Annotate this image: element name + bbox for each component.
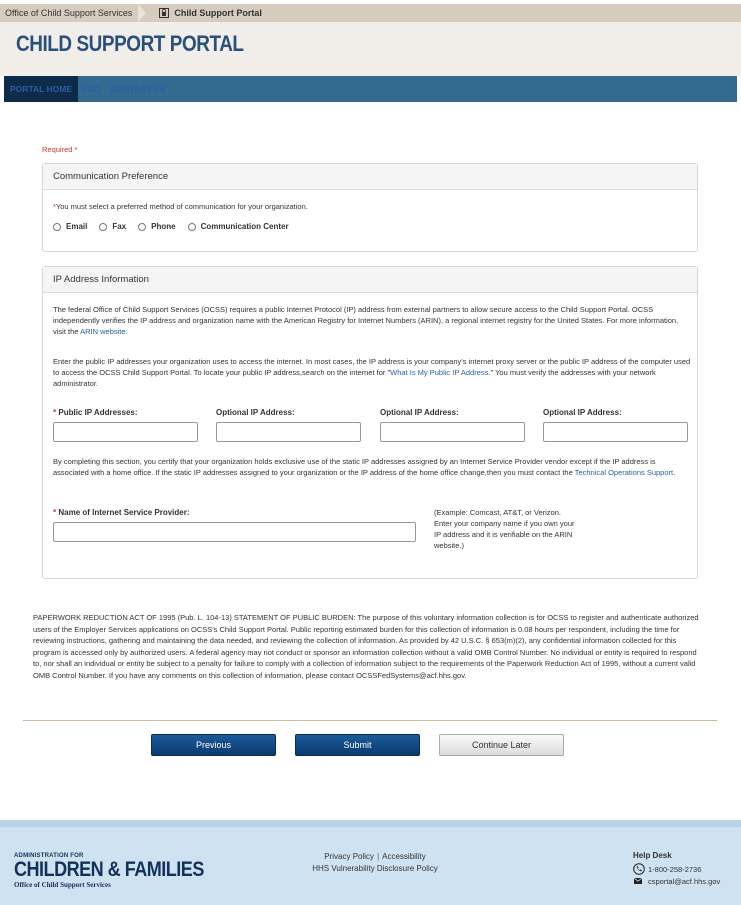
communication-options xyxy=(53,222,301,231)
divider xyxy=(23,720,717,721)
site-footer xyxy=(0,820,741,905)
logo-line-2: CHILDREN & FAMILIES xyxy=(14,858,204,881)
logo-line-3: Office of Child Support Services xyxy=(14,881,111,889)
help-desk-email xyxy=(633,876,720,886)
link-separator: | xyxy=(377,852,380,861)
isp-hint: (Example: Comcast, AT&T, or Verizon. Enter your company name if you own your IP address and it is verifiable on the ARIN website.) xyxy=(434,508,575,550)
option-email[interactable] xyxy=(53,222,87,231)
accessibility-link[interactable]: Accessibility xyxy=(382,852,426,861)
required-mark: * xyxy=(53,202,56,211)
label-text: Name of Internet Service Provider: xyxy=(58,508,190,517)
option-communication-center[interactable] xyxy=(188,222,289,231)
optional-ip-input-3[interactable] xyxy=(543,422,688,442)
optional-ip-input-2[interactable] xyxy=(380,422,525,442)
footer-top-border xyxy=(0,820,741,827)
help-desk-phone xyxy=(633,863,720,875)
ip-instructions-paragraph xyxy=(53,356,693,389)
site-header xyxy=(0,22,741,76)
communication-instruction xyxy=(53,201,308,212)
paragraph-text: . xyxy=(125,327,128,336)
phone-icon xyxy=(633,863,645,875)
radio-email[interactable] xyxy=(53,223,61,231)
page-title: CHILD SUPPORT PORTAL xyxy=(16,31,244,56)
arin-website-link[interactable]: ARIN website xyxy=(80,327,126,336)
label-text: Public IP Addresses: xyxy=(58,408,138,417)
isp-input[interactable] xyxy=(53,522,416,542)
main-nav xyxy=(4,76,737,102)
submit-button[interactable]: Submit xyxy=(295,734,420,756)
technical-operations-support-link[interactable]: Technical Operations Support xyxy=(574,468,674,477)
optional-ip-label-3: Optional IP Address: xyxy=(543,408,622,417)
radio-communication-center[interactable] xyxy=(188,223,196,231)
nav-faq[interactable]: FAQ xyxy=(83,84,101,94)
envelope-icon xyxy=(633,876,645,886)
phone-number[interactable]: 1-800-258-2736 xyxy=(648,864,702,874)
logo-line-1: ADMINISTRATION FOR xyxy=(14,853,84,859)
option-label: Email xyxy=(66,222,88,231)
instruction-text: You must select a preferred method of communication for your organization. xyxy=(55,202,308,211)
public-ip-input[interactable] xyxy=(53,422,198,442)
breadcrumb-parent-link[interactable]: Office of Child Support Services xyxy=(5,8,133,18)
required-mark: * xyxy=(74,145,78,154)
public-ip-label xyxy=(53,408,138,417)
nav-contact-us[interactable]: CONTACT US xyxy=(110,84,166,94)
isp-label xyxy=(53,508,190,517)
optional-ip-label-1: Optional IP Address: xyxy=(216,408,295,417)
privacy-policy-link[interactable]: Privacy Policy xyxy=(324,852,375,861)
panel-title: IP Address Information xyxy=(43,267,697,293)
certification-paragraph xyxy=(53,456,685,478)
footer-links xyxy=(300,851,450,875)
required-mark: * xyxy=(53,508,57,517)
help-desk-title: Help Desk xyxy=(633,851,672,860)
communication-preference-panel xyxy=(42,163,698,252)
optional-ip-label-2: Optional IP Address: xyxy=(380,408,459,417)
home-lock-icon xyxy=(158,7,170,19)
continue-later-button[interactable]: Continue Later xyxy=(439,734,564,756)
previous-button[interactable]: Previous xyxy=(151,734,276,756)
paragraph-text: ." You must verify the addresses with your network administrator. xyxy=(53,368,656,388)
paragraph-text: . xyxy=(673,468,676,477)
option-phone[interactable] xyxy=(138,222,175,231)
paperwork-reduction-statement: PAPERWORK REDUCTION ACT OF 1995 (Pub. L. 104-13) STATEMENT OF PUBLIC BURDEN: The purpose of this voluntary information collection is for OCSS to register and authenticate authorized users of the Employer Services applications on OCSS's Child Support Portal. Public reporting estimated burden for this collection of information is 0.08 hours per respondent, including the time for reviewing instructions, gathering and maintaining the data needed, and reviewing the collection of information. As provided by 42 U.S.C. § 653(m)(2), any confidential information collected for this program is accessed only by authorized users. A federal agency may not conduct or sponsor an information collection without a valid OMB Control Number. No individual or entity is required to respond to, nor shall an individual or entity be subject to a penalty for failure to comply with a collection of information subject to the requirements of the Paperwork Reduction Act of 1995, without a current valid OMB Control Number. If you have any comments on this collection of information, please contact OCSSFedSystems@acf.hhs.gov. xyxy=(33,613,699,680)
option-fax[interactable] xyxy=(99,222,126,231)
option-label: Communication Center xyxy=(200,222,289,231)
help-desk xyxy=(633,851,720,887)
paragraph-text: Enter the public IP addresses your organization uses to access the internet. In most cases, the IP address is your company's internet proxy server or the public IP address of the computer used to access the OCSS Child Support Portal. To locate your public IP address,search on the internet for " xyxy=(53,357,691,377)
required-note xyxy=(42,145,77,154)
radio-phone[interactable] xyxy=(138,223,146,231)
breadcrumb-separator xyxy=(138,4,148,22)
breadcrumb xyxy=(0,4,741,22)
what-is-my-ip-link[interactable]: What Is My Public IP Address xyxy=(390,368,489,377)
ip-address-panel xyxy=(42,266,698,579)
vulnerability-disclosure-link[interactable]: HHS Vulnerability Disclosure Policy xyxy=(312,864,438,873)
acf-logo[interactable] xyxy=(14,853,235,889)
option-label: Fax xyxy=(112,222,127,231)
email-link[interactable]: csportal@acf.hhs.gov xyxy=(648,876,721,886)
option-label: Phone xyxy=(151,222,176,231)
required-mark: * xyxy=(53,408,57,417)
ip-intro-paragraph xyxy=(53,304,689,337)
nav-portal-home[interactable]: PORTAL HOME xyxy=(4,76,78,102)
radio-fax[interactable] xyxy=(99,223,107,231)
breadcrumb-current: Child Support Portal xyxy=(174,8,262,18)
paragraph-text: By completing this section, you certify that your organization holds exclusive use of the static IP addresses assigned by an Internet Service Provider vendor except if the IP address is associated with a home office. If the static IP addresses assigned to your organization or the IP address of the home office change,then you must contact the xyxy=(53,457,656,477)
panel-title: Communication Preference xyxy=(43,164,697,190)
paragraph-text: The federal Office of Child Support Services (OCSS) requires a public Internet Protocol (IP) address from external partners to allow secure access to the Child Support Portal. OCSS independently verifies the IP address and organization name with the American Registry for Internet Numbers (ARIN), a regional internet registry for the United States. For more information, visit the xyxy=(53,305,679,336)
optional-ip-input-1[interactable] xyxy=(216,422,361,442)
required-label: Required xyxy=(42,145,73,154)
